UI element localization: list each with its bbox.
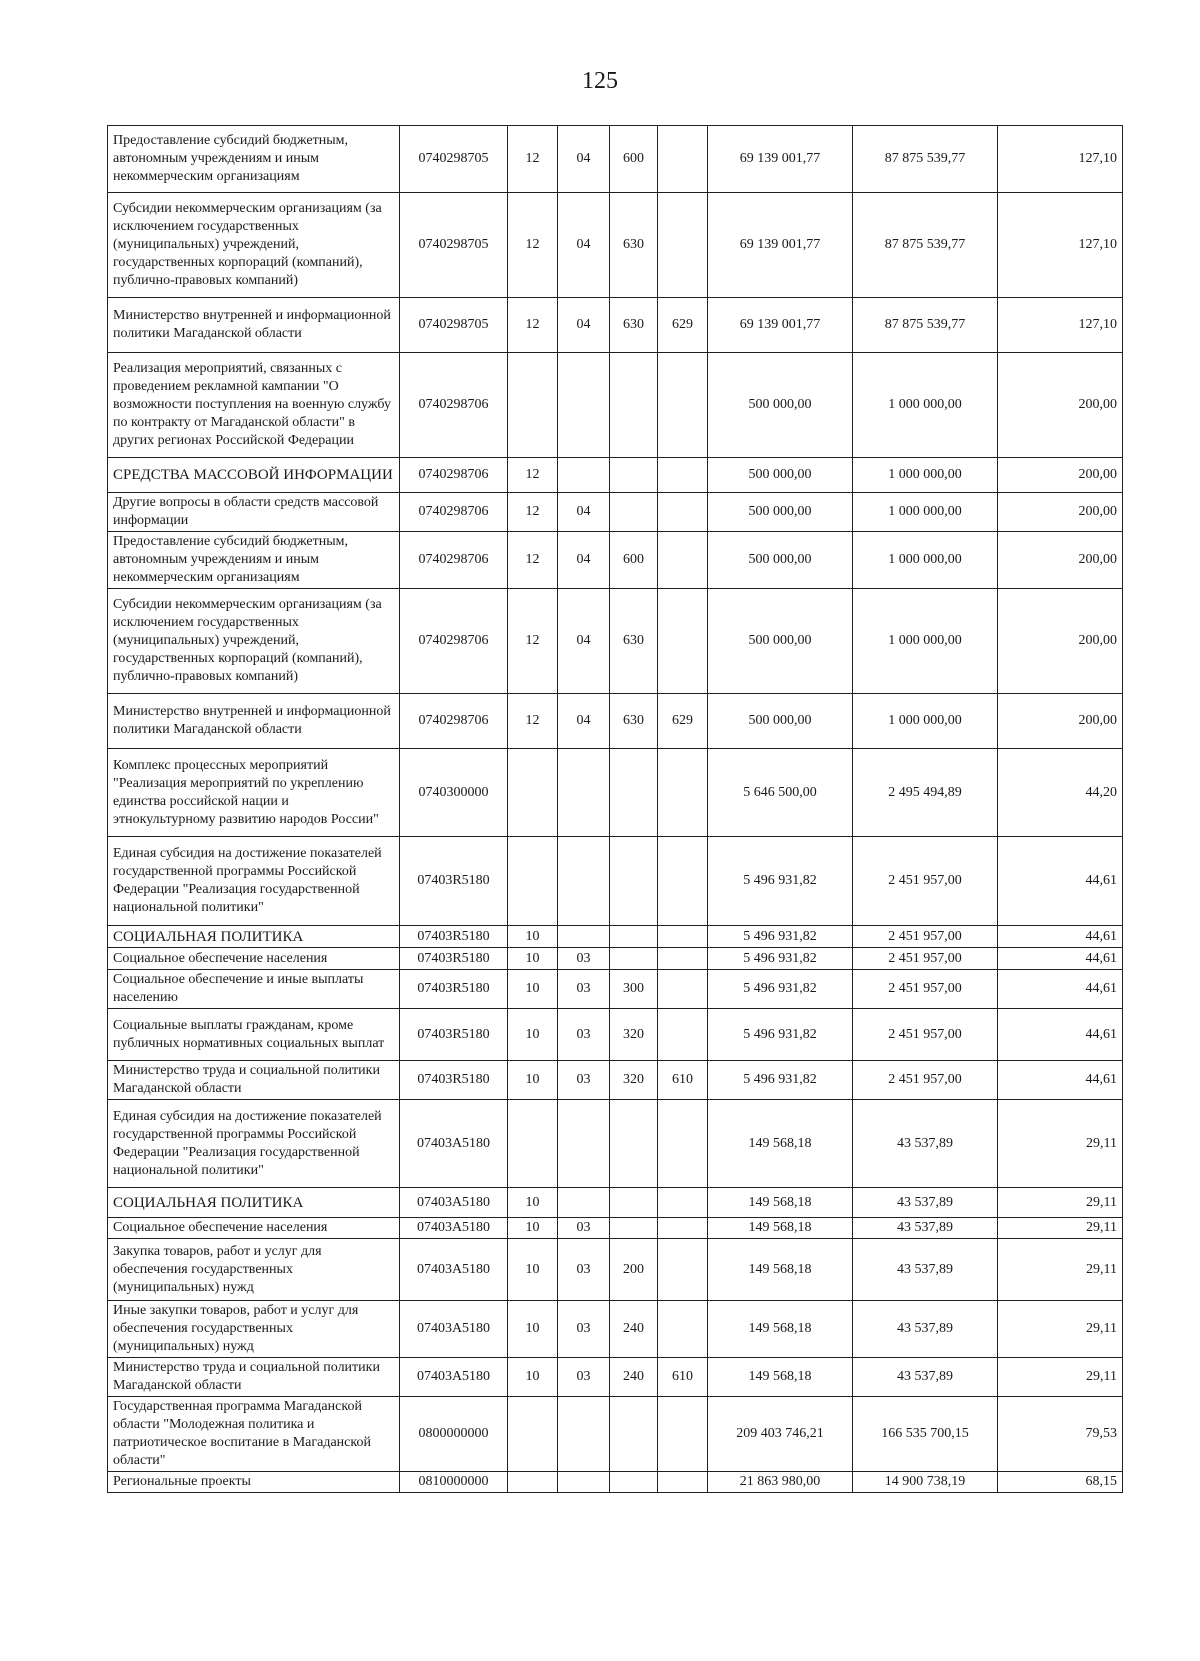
table-row [108, 193, 1123, 298]
actual-amount-cell: 1 000 000,00 [853, 493, 998, 532]
actual-amount-cell: 43 537,89 [853, 1301, 998, 1358]
actual-amount-cell: 1 000 000,00 [853, 353, 998, 458]
expense-type-cell [610, 353, 658, 458]
execution-percent-cell: 200,00 [998, 532, 1123, 589]
expense-type-cell: 630 [610, 193, 658, 298]
subsection-code-cell [558, 1472, 610, 1493]
row-name-cell: Закупка товаров, работ и услуг для обеспечения государственных (муниципальных) нужд [108, 1239, 400, 1301]
row-name-cell: Социальное обеспечение и иные выплаты населению [108, 970, 400, 1009]
execution-percent-cell: 79,53 [998, 1397, 1123, 1472]
actual-amount-cell: 43 537,89 [853, 1239, 998, 1301]
execution-percent-cell: 44,61 [998, 1061, 1123, 1100]
expense-type-cell: 200 [610, 1239, 658, 1301]
actual-amount-cell: 166 535 700,15 [853, 1397, 998, 1472]
section-code-cell: 12 [508, 193, 558, 298]
table-row [108, 532, 1123, 589]
section-code-cell: 12 [508, 458, 558, 493]
execution-percent-cell: 44,61 [998, 970, 1123, 1009]
table-row [108, 1239, 1123, 1301]
expense-type-cell: 240 [610, 1301, 658, 1358]
table-row [108, 1397, 1123, 1472]
actual-amount-cell: 43 537,89 [853, 1100, 998, 1188]
admin-code-cell [658, 1218, 708, 1239]
expense-type-cell: 300 [610, 970, 658, 1009]
execution-percent-cell: 29,11 [998, 1218, 1123, 1239]
csr-code-cell: 07403R5180 [400, 970, 508, 1009]
planned-amount-cell: 21 863 980,00 [708, 1472, 853, 1493]
section-code-cell [508, 353, 558, 458]
actual-amount-cell: 87 875 539,77 [853, 298, 998, 353]
subsection-code-cell: 04 [558, 532, 610, 589]
expense-type-cell [610, 1100, 658, 1188]
expense-type-cell [610, 749, 658, 837]
execution-percent-cell: 127,10 [998, 126, 1123, 193]
expense-type-cell: 600 [610, 126, 658, 193]
actual-amount-cell: 43 537,89 [853, 1188, 998, 1218]
actual-amount-cell: 2 495 494,89 [853, 749, 998, 837]
execution-percent-cell: 29,11 [998, 1239, 1123, 1301]
section-code-cell: 10 [508, 1239, 558, 1301]
row-name-cell: Государственная программа Магаданской области "Молодежная политика и патриотическое воспитание в Магаданской области" [108, 1397, 400, 1472]
section-code-cell: 10 [508, 1188, 558, 1218]
actual-amount-cell: 2 451 957,00 [853, 926, 998, 948]
execution-percent-cell: 29,11 [998, 1358, 1123, 1397]
table-row [108, 1009, 1123, 1061]
row-name-cell: Министерство внутренней и информационной политики Магаданской области [108, 694, 400, 749]
admin-code-cell [658, 1188, 708, 1218]
actual-amount-cell: 2 451 957,00 [853, 948, 998, 970]
csr-code-cell: 07403R5180 [400, 926, 508, 948]
planned-amount-cell: 500 000,00 [708, 694, 853, 749]
planned-amount-cell: 5 496 931,82 [708, 1061, 853, 1100]
admin-code-cell [658, 1100, 708, 1188]
table-row [108, 1100, 1123, 1188]
csr-code-cell: 0740298705 [400, 298, 508, 353]
section-code-cell [508, 1397, 558, 1472]
planned-amount-cell: 500 000,00 [708, 589, 853, 694]
expense-type-cell [610, 493, 658, 532]
actual-amount-cell: 1 000 000,00 [853, 694, 998, 749]
execution-percent-cell: 44,61 [998, 948, 1123, 970]
planned-amount-cell: 500 000,00 [708, 458, 853, 493]
table-body [108, 126, 1123, 1493]
section-code-cell: 10 [508, 970, 558, 1009]
admin-code-cell [658, 970, 708, 1009]
csr-code-cell: 0800000000 [400, 1397, 508, 1472]
actual-amount-cell: 1 000 000,00 [853, 589, 998, 694]
section-code-cell: 10 [508, 1301, 558, 1358]
admin-code-cell [658, 1472, 708, 1493]
subsection-code-cell: 04 [558, 126, 610, 193]
expense-type-cell [610, 458, 658, 493]
planned-amount-cell: 5 496 931,82 [708, 970, 853, 1009]
execution-percent-cell: 68,15 [998, 1472, 1123, 1493]
subsection-code-cell: 03 [558, 1239, 610, 1301]
admin-code-cell: 610 [658, 1358, 708, 1397]
section-code-cell [508, 1472, 558, 1493]
row-name-cell: СРЕДСТВА МАССОВОЙ ИНФОРМАЦИИ [108, 458, 400, 493]
table-row [108, 493, 1123, 532]
planned-amount-cell: 5 646 500,00 [708, 749, 853, 837]
expense-type-cell: 630 [610, 694, 658, 749]
subsection-code-cell [558, 1188, 610, 1218]
table-row [108, 298, 1123, 353]
section-code-cell [508, 837, 558, 926]
actual-amount-cell: 2 451 957,00 [853, 1009, 998, 1061]
section-code-cell [508, 1100, 558, 1188]
table-row [108, 1301, 1123, 1358]
execution-percent-cell: 200,00 [998, 353, 1123, 458]
row-name-cell: Субсидии некоммерческим организациям (за исключением государственных (муниципальных) учреждений, государственных корпораций (компаний), публично-правовых компаний) [108, 193, 400, 298]
actual-amount-cell: 1 000 000,00 [853, 532, 998, 589]
csr-code-cell: 0740298706 [400, 493, 508, 532]
execution-percent-cell: 44,61 [998, 1009, 1123, 1061]
admin-code-cell: 610 [658, 1061, 708, 1100]
row-name-cell: Иные закупки товаров, работ и услуг для обеспечения государственных (муниципальных) нужд [108, 1301, 400, 1358]
admin-code-cell [658, 532, 708, 589]
section-code-cell: 12 [508, 298, 558, 353]
row-name-cell: Социальное обеспечение населения [108, 1218, 400, 1239]
table-row [108, 694, 1123, 749]
page-number: 125 [582, 68, 618, 94]
csr-code-cell: 07403R5180 [400, 948, 508, 970]
admin-code-cell [658, 493, 708, 532]
actual-amount-cell: 43 537,89 [853, 1218, 998, 1239]
subsection-code-cell [558, 353, 610, 458]
execution-percent-cell: 127,10 [998, 193, 1123, 298]
execution-percent-cell: 44,61 [998, 837, 1123, 926]
csr-code-cell: 07403R5180 [400, 1061, 508, 1100]
csr-code-cell: 07403R5180 [400, 837, 508, 926]
table-row [108, 1472, 1123, 1493]
expense-type-cell [610, 926, 658, 948]
admin-code-cell [658, 1397, 708, 1472]
planned-amount-cell: 209 403 746,21 [708, 1397, 853, 1472]
subsection-code-cell: 04 [558, 193, 610, 298]
actual-amount-cell: 87 875 539,77 [853, 193, 998, 298]
row-name-cell: Социальные выплаты гражданам, кроме публичных нормативных социальных выплат [108, 1009, 400, 1061]
admin-code-cell [658, 353, 708, 458]
admin-code-cell [658, 126, 708, 193]
actual-amount-cell: 43 537,89 [853, 1358, 998, 1397]
subsection-code-cell: 03 [558, 1061, 610, 1100]
execution-percent-cell: 200,00 [998, 589, 1123, 694]
planned-amount-cell: 500 000,00 [708, 532, 853, 589]
actual-amount-cell: 2 451 957,00 [853, 970, 998, 1009]
admin-code-cell [658, 193, 708, 298]
table-row [108, 1358, 1123, 1397]
table-row [108, 126, 1123, 193]
table-row [108, 1061, 1123, 1100]
section-code-cell: 10 [508, 1061, 558, 1100]
admin-code-cell [658, 589, 708, 694]
planned-amount-cell: 69 139 001,77 [708, 126, 853, 193]
table-row [108, 948, 1123, 970]
csr-code-cell: 0740298706 [400, 589, 508, 694]
csr-code-cell: 0740298706 [400, 532, 508, 589]
execution-percent-cell: 29,11 [998, 1188, 1123, 1218]
actual-amount-cell: 87 875 539,77 [853, 126, 998, 193]
csr-code-cell: 07403A5180 [400, 1301, 508, 1358]
actual-amount-cell: 2 451 957,00 [853, 1061, 998, 1100]
row-name-cell: Предоставление субсидий бюджетным, автономным учреждениям и иным некоммерческим организациям [108, 126, 400, 193]
expense-type-cell: 320 [610, 1009, 658, 1061]
section-code-cell: 10 [508, 1218, 558, 1239]
actual-amount-cell: 1 000 000,00 [853, 458, 998, 493]
admin-code-cell [658, 749, 708, 837]
row-name-cell: СОЦИАЛЬНАЯ ПОЛИТИКА [108, 1188, 400, 1218]
section-code-cell: 12 [508, 589, 558, 694]
planned-amount-cell: 149 568,18 [708, 1301, 853, 1358]
execution-percent-cell: 200,00 [998, 694, 1123, 749]
planned-amount-cell: 5 496 931,82 [708, 837, 853, 926]
expense-type-cell [610, 948, 658, 970]
subsection-code-cell: 03 [558, 970, 610, 1009]
execution-percent-cell: 200,00 [998, 458, 1123, 493]
table-row [108, 837, 1123, 926]
admin-code-cell: 629 [658, 298, 708, 353]
subsection-code-cell: 03 [558, 1301, 610, 1358]
execution-percent-cell: 200,00 [998, 493, 1123, 532]
csr-code-cell: 0740298706 [400, 694, 508, 749]
budget-table [107, 125, 1123, 1493]
subsection-code-cell: 04 [558, 589, 610, 694]
planned-amount-cell: 69 139 001,77 [708, 193, 853, 298]
admin-code-cell [658, 926, 708, 948]
expense-type-cell: 600 [610, 532, 658, 589]
subsection-code-cell: 03 [558, 948, 610, 970]
csr-code-cell: 07403R5180 [400, 1009, 508, 1061]
subsection-code-cell [558, 1397, 610, 1472]
execution-percent-cell: 29,11 [998, 1100, 1123, 1188]
expense-type-cell [610, 1218, 658, 1239]
admin-code-cell [658, 837, 708, 926]
table-row [108, 1188, 1123, 1218]
table-row [108, 1218, 1123, 1239]
subsection-code-cell [558, 749, 610, 837]
actual-amount-cell: 14 900 738,19 [853, 1472, 998, 1493]
table-row [108, 353, 1123, 458]
csr-code-cell: 0740298706 [400, 353, 508, 458]
row-name-cell: Предоставление субсидий бюджетным, автономным учреждениям и иным некоммерческим организациям [108, 532, 400, 589]
csr-code-cell: 0740298706 [400, 458, 508, 493]
subsection-code-cell: 04 [558, 694, 610, 749]
row-name-cell: Субсидии некоммерческим организациям (за исключением государственных (муниципальных) учреждений, государственных корпораций (компаний), публично-правовых компаний) [108, 589, 400, 694]
section-code-cell: 10 [508, 1358, 558, 1397]
csr-code-cell: 07403A5180 [400, 1188, 508, 1218]
planned-amount-cell: 149 568,18 [708, 1100, 853, 1188]
admin-code-cell [658, 1301, 708, 1358]
table-row [108, 458, 1123, 493]
row-name-cell: Министерство внутренней и информационной политики Магаданской области [108, 298, 400, 353]
csr-code-cell: 07403A5180 [400, 1358, 508, 1397]
execution-percent-cell: 44,61 [998, 926, 1123, 948]
table-row [108, 970, 1123, 1009]
planned-amount-cell: 149 568,18 [708, 1358, 853, 1397]
admin-code-cell [658, 1009, 708, 1061]
section-code-cell: 12 [508, 694, 558, 749]
row-name-cell: Социальное обеспечение населения [108, 948, 400, 970]
planned-amount-cell: 5 496 931,82 [708, 1009, 853, 1061]
row-name-cell: Другие вопросы в области средств массовой информации [108, 493, 400, 532]
subsection-code-cell: 03 [558, 1358, 610, 1397]
subsection-code-cell [558, 926, 610, 948]
csr-code-cell: 0810000000 [400, 1472, 508, 1493]
subsection-code-cell: 03 [558, 1009, 610, 1061]
execution-percent-cell: 127,10 [998, 298, 1123, 353]
csr-code-cell: 0740298705 [400, 193, 508, 298]
planned-amount-cell: 149 568,18 [708, 1218, 853, 1239]
admin-code-cell [658, 1239, 708, 1301]
planned-amount-cell: 69 139 001,77 [708, 298, 853, 353]
table-row [108, 589, 1123, 694]
subsection-code-cell [558, 837, 610, 926]
row-name-cell: Региональные проекты [108, 1472, 400, 1493]
csr-code-cell: 0740298705 [400, 126, 508, 193]
actual-amount-cell: 2 451 957,00 [853, 837, 998, 926]
planned-amount-cell: 5 496 931,82 [708, 926, 853, 948]
row-name-cell: Реализация мероприятий, связанных с проведением рекламной кампании "О возможности поступления на военную службу по контракту от Магаданской области" в других регионах Российской Федерации [108, 353, 400, 458]
expense-type-cell [610, 1188, 658, 1218]
section-code-cell: 12 [508, 493, 558, 532]
expense-type-cell [610, 837, 658, 926]
csr-code-cell: 0740300000 [400, 749, 508, 837]
expense-type-cell [610, 1472, 658, 1493]
execution-percent-cell: 44,20 [998, 749, 1123, 837]
section-code-cell: 12 [508, 126, 558, 193]
section-code-cell: 12 [508, 532, 558, 589]
row-name-cell: Министерство труда и социальной политики Магаданской области [108, 1358, 400, 1397]
row-name-cell: СОЦИАЛЬНАЯ ПОЛИТИКА [108, 926, 400, 948]
row-name-cell: Единая субсидия на достижение показателей государственной программы Российской Федерации "Реализация государственной национальной политики" [108, 1100, 400, 1188]
subsection-code-cell: 04 [558, 298, 610, 353]
csr-code-cell: 07403A5180 [400, 1218, 508, 1239]
planned-amount-cell: 500 000,00 [708, 493, 853, 532]
expense-type-cell [610, 1397, 658, 1472]
expense-type-cell: 240 [610, 1358, 658, 1397]
planned-amount-cell: 500 000,00 [708, 353, 853, 458]
csr-code-cell: 07403A5180 [400, 1239, 508, 1301]
row-name-cell: Комплекс процессных мероприятий "Реализация мероприятий по укреплению единства российской нации и этнокультурному развитию народов России" [108, 749, 400, 837]
subsection-code-cell [558, 458, 610, 493]
execution-percent-cell: 29,11 [998, 1301, 1123, 1358]
expense-type-cell: 630 [610, 298, 658, 353]
section-code-cell [508, 749, 558, 837]
admin-code-cell [658, 458, 708, 493]
planned-amount-cell: 149 568,18 [708, 1239, 853, 1301]
subsection-code-cell: 04 [558, 493, 610, 532]
table-row [108, 749, 1123, 837]
expense-type-cell: 630 [610, 589, 658, 694]
section-code-cell: 10 [508, 926, 558, 948]
csr-code-cell: 07403A5180 [400, 1100, 508, 1188]
table-row [108, 926, 1123, 948]
planned-amount-cell: 149 568,18 [708, 1188, 853, 1218]
row-name-cell: Министерство труда и социальной политики Магаданской области [108, 1061, 400, 1100]
subsection-code-cell: 03 [558, 1218, 610, 1239]
expense-type-cell: 320 [610, 1061, 658, 1100]
section-code-cell: 10 [508, 948, 558, 970]
row-name-cell: Единая субсидия на достижение показателей государственной программы Российской Федерации "Реализация государственной национальной политики" [108, 837, 400, 926]
admin-code-cell [658, 948, 708, 970]
section-code-cell: 10 [508, 1009, 558, 1061]
planned-amount-cell: 5 496 931,82 [708, 948, 853, 970]
admin-code-cell: 629 [658, 694, 708, 749]
subsection-code-cell [558, 1100, 610, 1188]
